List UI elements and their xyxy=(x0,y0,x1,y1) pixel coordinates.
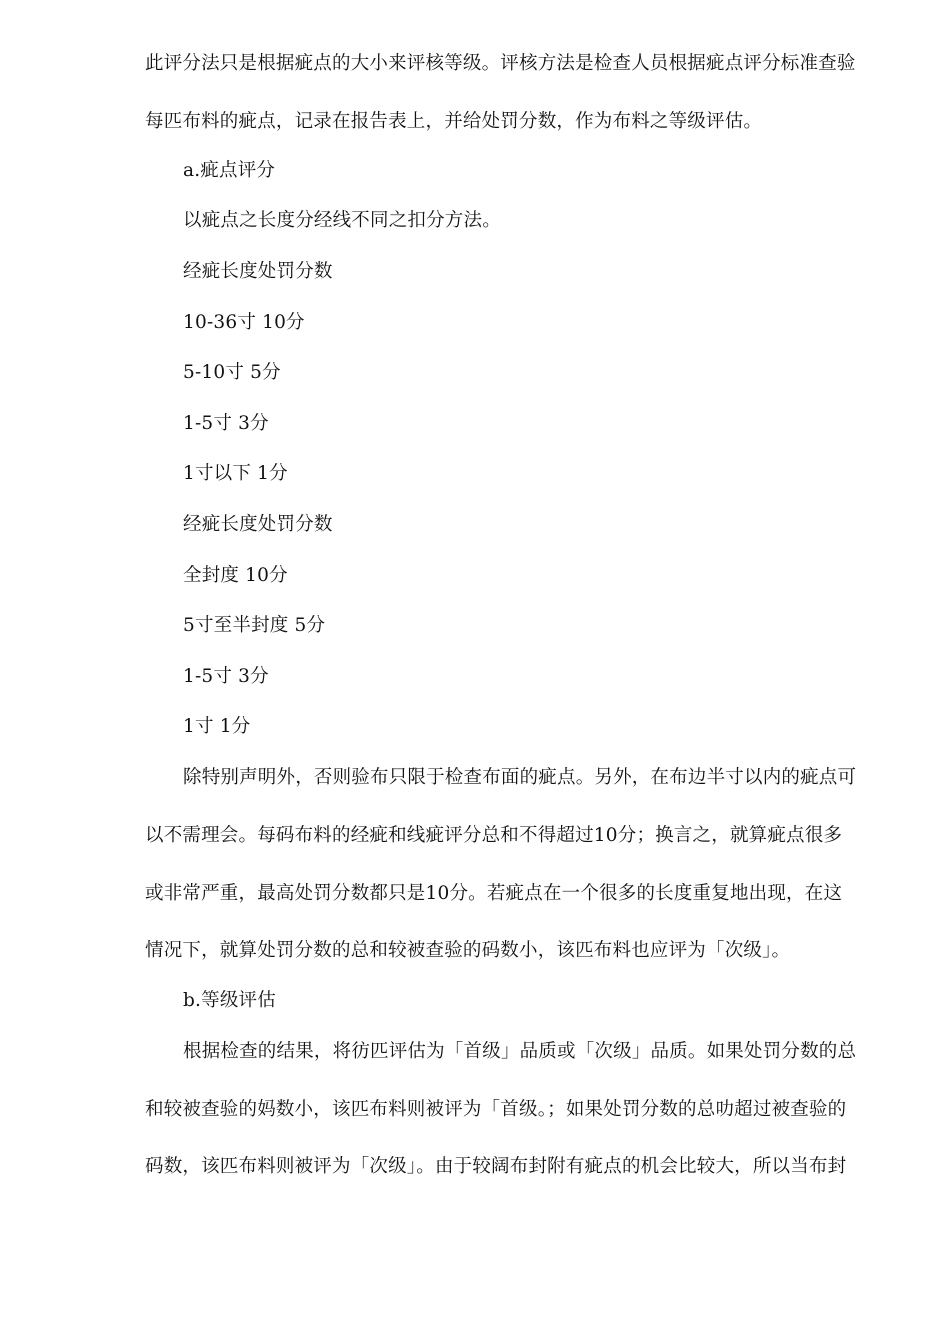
paragraph-line: 此评分法只是根据疵点的大小来评核等级。评核方法是检查人员根据疵点评分标准查验 xyxy=(145,53,856,74)
scoring-row: 1-5寸 3分 xyxy=(183,666,269,687)
scoring-row: 5寸至半封度 5分 xyxy=(183,615,326,636)
paragraph-line: 除特别声明外，否则验布只限于检查布面的疵点。另外，在布边半寸以内的疵点可 xyxy=(183,767,857,788)
paragraph-line: 以不需理会。每码布料的经疵和线疵评分总和不得超过10分；换言之，就算疵点很多 xyxy=(145,825,843,846)
section-heading-a: a.疵点评分 xyxy=(183,160,276,181)
paragraph-line: 每匹布料的疵点，记录在报告表上，并给处罚分数，作为布料之等级评估。 xyxy=(145,111,763,132)
paragraph-line: 以疵点之长度分经线不同之扣分方法。 xyxy=(183,210,501,231)
scoring-row: 全封度 10分 xyxy=(183,565,288,586)
table-header-line: 经疵长度处罚分数 xyxy=(183,514,333,535)
paragraph-line: 根据检查的结果，将彷匹评估为「首级」品质或「次级」品质。如果处罚分数的总 xyxy=(183,1041,857,1062)
section-heading-b: b.等级评估 xyxy=(183,990,276,1011)
table-header-line: 经疵长度处罚分数 xyxy=(183,261,333,282)
scoring-row: 1寸 1分 xyxy=(183,716,251,737)
scoring-row: 1-5寸 3分 xyxy=(183,413,269,434)
paragraph-line: 情况下，就算处罚分数的总和较被查验的码数小，该匹布料也应评为「次级」。 xyxy=(145,940,791,961)
paragraph-line: 码数，该匹布料则被评为「次级」。由于较阔布封附有疵点的机会比较大，所以当布封 xyxy=(145,1156,847,1177)
scoring-row: 5-10寸 5分 xyxy=(183,362,281,383)
paragraph-line: 或非常严重，最高处罚分数都只是10分。若疵点在一个很多的长度重复地出现，在这 xyxy=(145,883,843,904)
paragraph-line: 和较被查验的妈数小，该匹布料则被评为「首级。；如果处罚分数的总叻超过被查验的 xyxy=(145,1099,847,1120)
scoring-row: 10-36寸 10分 xyxy=(183,312,305,333)
scoring-row: 1寸以下 1分 xyxy=(183,463,288,484)
